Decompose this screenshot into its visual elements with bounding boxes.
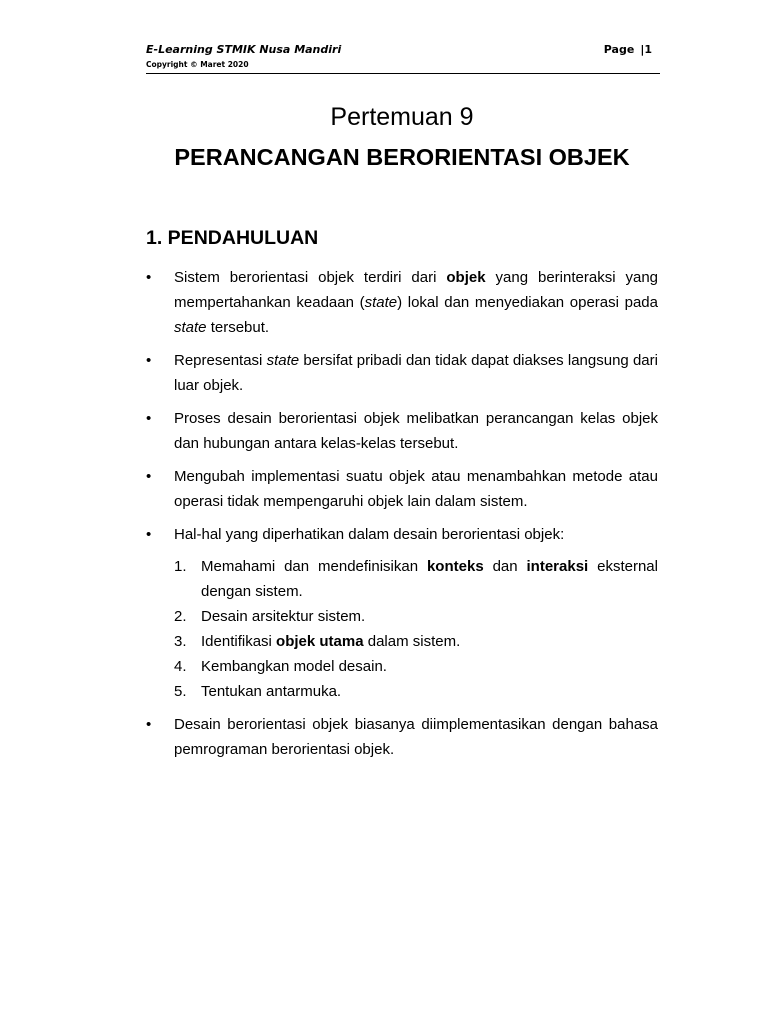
header-copyright: Copyright © Maret 2020 (146, 60, 249, 69)
text: dalam sistem. (363, 633, 461, 650)
bold-text: konteks (426, 558, 484, 575)
text: tersebut. (206, 319, 270, 336)
bullet-item (146, 265, 658, 340)
bullet-item: • Mengubah implementasi suatu objek atau menambahkan metode atau operasi tidak mempengaruhi objek lain dalam sistem. (146, 464, 658, 514)
item-number: 3. (174, 633, 187, 650)
text: Tentukan antarmuka. (201, 683, 342, 700)
page-header (146, 43, 660, 74)
bullet-item (146, 522, 658, 704)
text: Kembangkan model desain. (201, 658, 387, 675)
text: bersifat pribadi dan tidak dapat diakses langsung dari luar objek. (174, 352, 658, 394)
bullet-item (146, 348, 658, 398)
section-heading: 1. PENDAHULUAN (146, 227, 319, 249)
numbered-item (174, 654, 658, 679)
list-intro: Hal-hal yang diperhatikan dalam desain berorientasi objek: (174, 526, 565, 543)
item-number: 2. (174, 608, 187, 625)
numbered-item (174, 629, 658, 654)
bullet-item: • Proses desain berorientasi objek melibatkan perancangan kelas objek dan hubungan antara kelas-kelas tersebut. (146, 406, 658, 456)
item-number: 4. (174, 658, 187, 675)
bold-text: objek utama (276, 633, 364, 650)
text: Memahami dan mendefinisikan (201, 558, 427, 575)
header-title: E-Learning STMIK Nusa Mandiri (146, 43, 342, 56)
text: ) lokal dan menyediakan operasi pada (397, 294, 658, 311)
page-separator: | (640, 43, 645, 56)
text: yang berinteraksi yang mempertahankan keadaan ( (174, 269, 659, 311)
bullet-list (146, 265, 658, 762)
bullet-item: • Desain berorientasi objek biasanya diimplementasikan dengan bahasa pemrograman berorientasi objek. (146, 712, 658, 762)
text: Desain arsitektur sistem. (201, 608, 366, 625)
item-number: 5. (174, 683, 187, 700)
meeting-title: Pertemuan 9 (330, 103, 474, 131)
numbered-list (174, 554, 658, 704)
italic-text: state (364, 294, 398, 311)
bold-text: objek (446, 269, 486, 286)
numbered-item (174, 679, 658, 704)
text: Representasi (174, 352, 267, 369)
text: Identifikasi (201, 633, 277, 650)
chapter-title: PERANCANGAN BERORIENTASI OBJEK (174, 144, 630, 170)
numbered-item (174, 554, 658, 604)
text: dan (483, 558, 527, 575)
document-body (146, 265, 658, 770)
bold-text: interaksi (526, 558, 589, 575)
page-number: 1 (644, 43, 652, 56)
numbered-item (174, 604, 658, 629)
italic-text: state (266, 352, 300, 369)
page-label: Page (603, 43, 635, 56)
item-number: 1. (174, 558, 187, 575)
page-number-label (604, 43, 652, 56)
italic-text: state (174, 319, 207, 336)
text: eksternal dengan sistem. (201, 558, 658, 600)
text: Sistem berorientasi objek terdiri dari (174, 269, 447, 286)
